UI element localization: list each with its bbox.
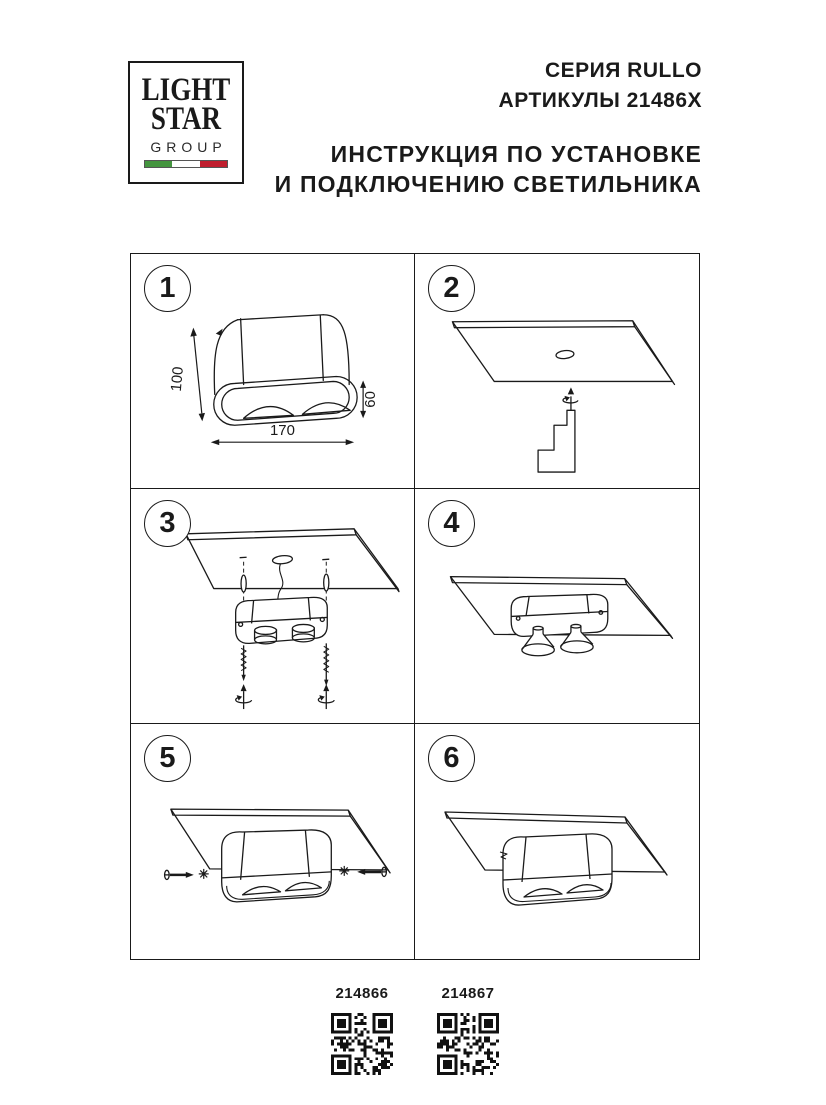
series-title: СЕРИЯ RULLO: [544, 59, 702, 82]
instruction-title-line1: ИНСТРУКЦИЯ ПО УСТАНОВКЕ: [330, 141, 702, 167]
step-6-badge: [428, 735, 475, 782]
step-5-panel: [131, 724, 415, 959]
step-number: 5: [159, 742, 176, 774]
italy-flag-icon: [144, 160, 228, 168]
mounting-bracket: [538, 396, 575, 472]
ceiling-panel: [452, 321, 674, 385]
logo-word-light: LIGHT: [141, 72, 231, 108]
step-2-badge: [428, 265, 475, 312]
wall-plug: [324, 574, 329, 591]
side-screw: [357, 867, 386, 876]
fixture-body: [500, 834, 612, 905]
step-6-panel: [415, 724, 699, 959]
product-code: 214866: [335, 985, 389, 1002]
impact-star: [339, 866, 349, 876]
side-screw: [165, 870, 194, 879]
screw-twist-icon: [318, 684, 334, 709]
dimension-depth: [360, 380, 379, 418]
step-number: 1: [159, 272, 176, 304]
screw-twist-icon: [236, 684, 252, 709]
dimension-depth-label: 60: [362, 391, 380, 408]
step-5-badge: [144, 735, 191, 782]
wall-plug: [241, 575, 246, 592]
dimension-height-label: 100: [167, 365, 187, 393]
mounting-screw: [241, 645, 246, 681]
lightstar-logo: [128, 61, 244, 184]
title-block: [275, 56, 702, 199]
fixture-body: [511, 594, 608, 636]
step-3-badge: [144, 500, 191, 547]
product-item: [330, 985, 394, 1075]
step-4-badge: [428, 500, 475, 547]
step-1-panel: [131, 254, 415, 489]
products-row: [130, 985, 700, 1075]
dimension-height: [168, 328, 205, 422]
fixture-body: [222, 830, 332, 902]
logo-word-star: STAR: [150, 101, 222, 137]
mounting-hole: [272, 555, 293, 565]
steps-grid: [130, 253, 700, 960]
fixture-isometric: [214, 315, 357, 426]
mounting-hole: [556, 350, 575, 360]
qr-code: [437, 1013, 499, 1075]
impact-star: [199, 869, 209, 879]
product-item: [436, 985, 500, 1075]
step-number: 3: [159, 507, 176, 539]
logo-word-group: GROUP: [150, 139, 227, 155]
step-4-panel: [415, 489, 699, 724]
dimension-width-label: 170: [270, 422, 295, 440]
step-number: 2: [443, 272, 460, 304]
step-3-panel: [131, 489, 415, 724]
mounting-screw: [324, 643, 329, 686]
step-2-panel: [415, 254, 699, 489]
product-code: 214867: [441, 985, 495, 1002]
instruction-title-line2: И ПОДКЛЮЧЕНИЮ СВЕТИЛЬНИКА: [274, 171, 702, 197]
articles-title: АРТИКУЛЫ 21486X: [498, 89, 702, 112]
step-number: 4: [443, 507, 460, 539]
step-1-badge: [144, 265, 191, 312]
step-number: 6: [443, 742, 460, 774]
qr-code: [331, 1013, 393, 1075]
